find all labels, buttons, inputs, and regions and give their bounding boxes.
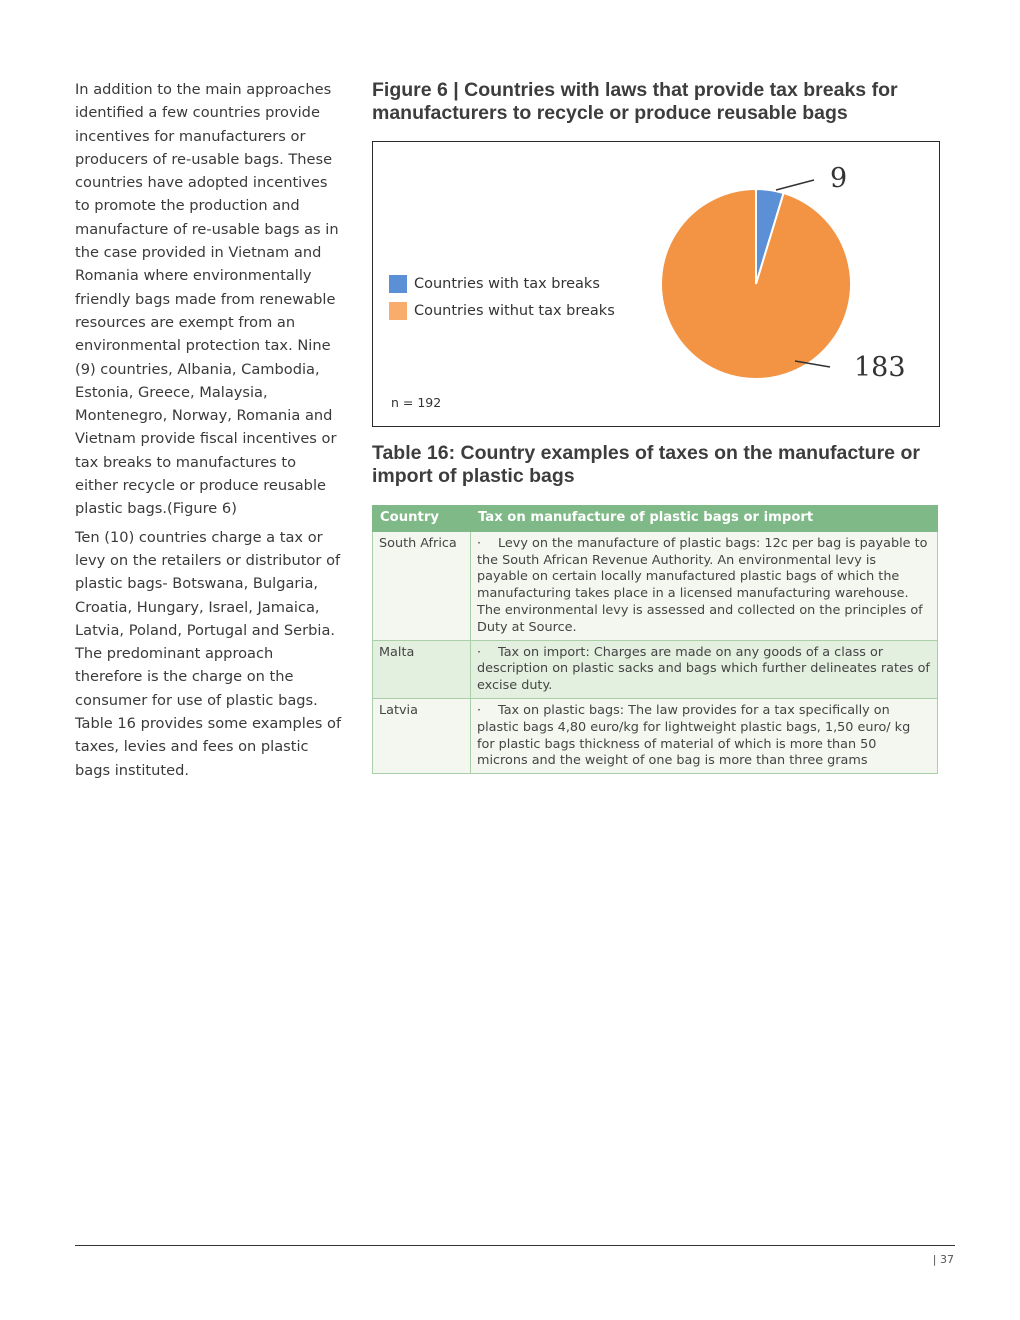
body-text [75,78,343,787]
data-label-with-tax-breaks: 9 [830,163,848,194]
body-paragraph-2: Ten (10) countries charge a tax or levy on the retailers or distributor of plastic bags- Botswana, Bulgaria, Croatia, Hungary, Israel, Jamaica, Latvia, Poland, Portugal and Serbia. The predominant approach therefore is the charge on the consumer for use of plastic bags. Table 16 provides some examples of taxes, levies and fees on plastic bags instituted. [75,528,342,779]
legend-swatch-without-tax-breaks [389,302,407,320]
sample-size-note: n = 192 [391,395,442,410]
pie-chart [372,141,940,427]
cell-description [471,531,938,640]
legend-label-with-tax-breaks: Countries with tax breaks [414,275,600,292]
body-paragraph-1: In addition to the main approaches identified a few countries provide incentives for manufacturers or producers of re-usable bags. These countries have adopted incentives to promote the production and manufacture of re-usable bags as in the case provided in Vietnam and Romania where environmentally friendly bags made from renewable resources are exempt from an environmental protection tax. Nine (9) countries, Albania, Cambodia, Estonia, Greece, Malaysia, Montenegro, Norway, Romania and Vietnam provide fiscal incentives or tax breaks to manufactures to either recycle or produce reusable plastic bags.(Figure 6) [75,81,339,518]
legend-item-with-tax-breaks [389,270,615,297]
legend-label-without-tax-breaks: Countries withut tax breaks [414,302,615,319]
leader-line-with-tax-breaks [776,180,814,190]
tax-examples-table [372,505,938,774]
cell-description [471,640,938,698]
bullet: · [477,702,482,718]
figure-title: Figure 6 | Countries with laws that provide tax breaks for manufacturers to recycle or produce reusable bags [372,79,898,124]
table-title: Table 16: Country examples of taxes on the manufacture or import of plastic bags [372,442,920,487]
table-row [373,531,938,640]
table-row [373,640,938,698]
data-label-without-tax-breaks: 183 [854,352,906,383]
description-text: Levy on the manufacture of plastic bags: 12c per bag is payable to the South African Revenue Authority. An environmental levy is payable on certain locally manufactured plastic bags of which the manufacturing takes place in a licensed manufacturing warehouse. The environmental levy is assessed and collected on the principles of Duty at Source. [477,535,928,635]
pie-slice-without-tax-breaks [661,189,851,379]
description-text: Tax on plastic bags: The law provides for a tax specifically on plastic bags 4,80 euro/kg for lightweight plastic bags, 1,50 euro/ kg for plastic bags thickness of material of which is more than 50 microns and the weight of one bag is more than three grams [477,702,911,769]
header-country: Country [373,506,471,532]
bullet: · [477,644,482,660]
header-tax: Tax on manufacture of plastic bags or import [471,506,938,532]
cell-country: South Africa [373,531,471,640]
chart-legend [389,270,615,324]
bullet: · [477,535,482,551]
cell-description [471,698,938,773]
table-header-row [373,506,938,532]
page-number: | 37 [932,1253,954,1266]
cell-country: Latvia [373,698,471,773]
footer-divider [75,1245,955,1246]
legend-swatch-with-tax-breaks [389,275,407,293]
cell-country: Malta [373,640,471,698]
table-row [373,698,938,773]
description-text: Tax on import: Charges are made on any goods of a class or description on plastic sacks and bags which further delineates rates of excise duty. [477,644,930,694]
legend-item-without-tax-breaks [389,297,615,324]
